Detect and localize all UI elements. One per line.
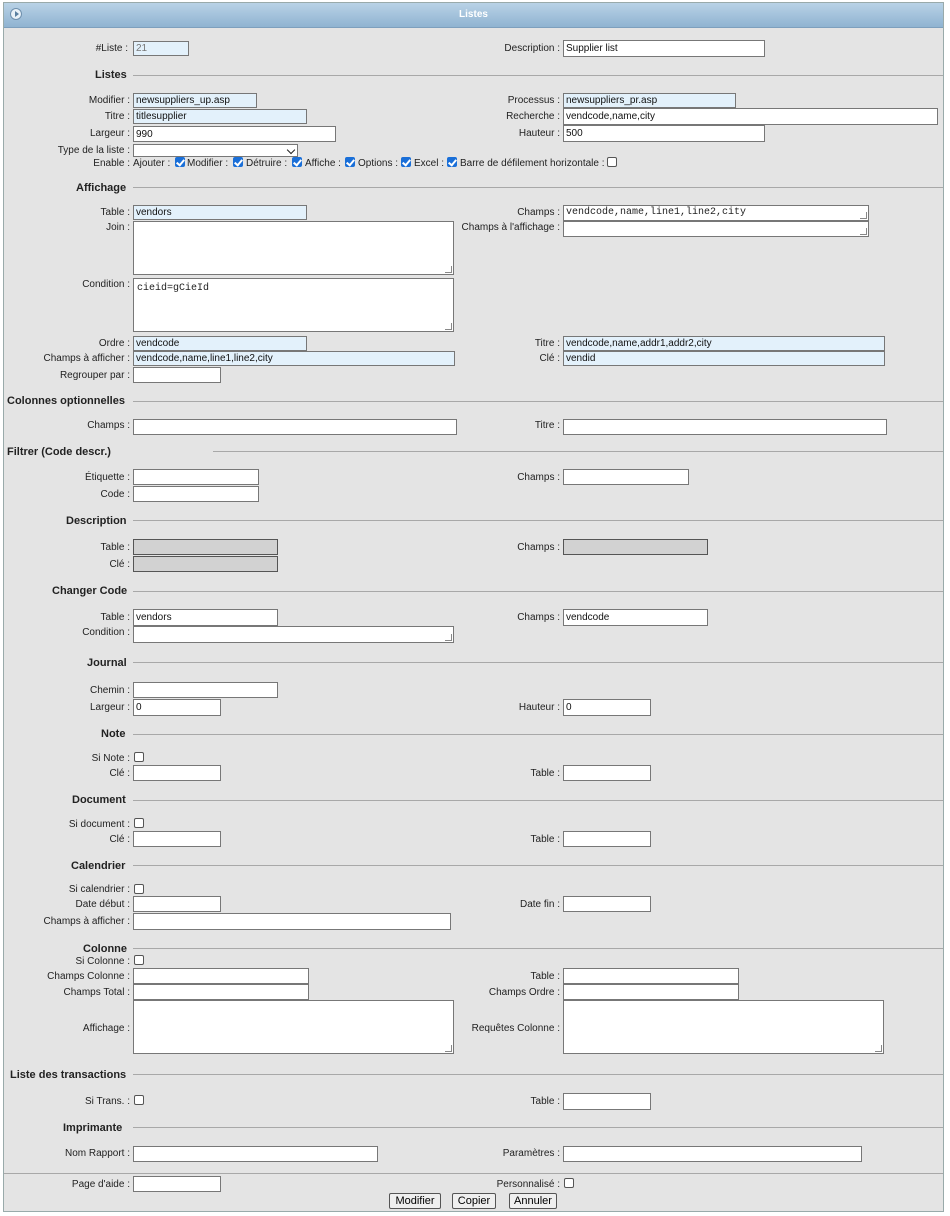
note-table-label: Table :	[530, 768, 560, 779]
hauteur-input[interactable]	[563, 125, 765, 142]
colonne-affichage-textarea[interactable]	[133, 1000, 454, 1054]
enable-excel-checkbox[interactable]	[447, 157, 457, 167]
colonne-table-label: Table :	[530, 971, 560, 982]
filtrer-champs-input[interactable]	[563, 469, 689, 485]
colonne-table-input[interactable]	[563, 968, 739, 984]
modifier-button[interactable]: Modifier	[389, 1193, 441, 1209]
personnalise-checkbox[interactable]	[564, 1178, 574, 1188]
champs-colonne-label: Champs Colonne :	[47, 971, 130, 982]
enable-label: Enable :	[93, 158, 130, 169]
section-imprimante: Imprimante	[63, 1122, 123, 1134]
code-label: Code :	[100, 489, 130, 500]
enable-modifier-checkbox[interactable]	[233, 157, 243, 167]
enable-modifier-label: Modifier :	[187, 158, 229, 169]
journal-largeur-input[interactable]	[133, 699, 221, 716]
champs-ordre-input[interactable]	[563, 984, 739, 1000]
section-description: Description	[66, 515, 127, 527]
date-fin-input[interactable]	[563, 896, 651, 912]
modifier-label: Modifier :	[88, 95, 130, 106]
champs-ordre-label: Champs Ordre :	[488, 987, 560, 998]
desc-champs-input[interactable]	[563, 539, 708, 555]
document-table-label: Table :	[530, 834, 560, 845]
divider	[133, 948, 943, 949]
divider	[133, 662, 943, 663]
section-journal: Journal	[87, 657, 127, 669]
cal-champs-label: Champs à afficher :	[43, 916, 130, 927]
processus-label: Processus :	[507, 95, 560, 106]
divider	[4, 1173, 943, 1174]
colonne-affichage-label: Affichage :	[82, 1023, 130, 1034]
chemin-input[interactable]	[133, 682, 278, 698]
join-textarea[interactable]	[133, 221, 454, 275]
enable-excel-label: Excel :	[414, 158, 445, 169]
regrouper-label: Regrouper par :	[59, 370, 130, 381]
recherche-input[interactable]	[563, 108, 938, 125]
chevron-down-icon	[287, 146, 295, 154]
note-cle-input[interactable]	[133, 765, 221, 781]
processus-input[interactable]	[563, 93, 736, 108]
divider	[133, 187, 943, 188]
requetes-colonne-label: Requêtes Colonne :	[471, 1023, 560, 1034]
titre-label: Titre :	[104, 111, 130, 122]
enable-options-label: Options :	[358, 158, 399, 169]
id-label: #Liste :	[95, 43, 128, 54]
aff-cle-label: Clé :	[539, 353, 560, 364]
aff-table-label: Table :	[100, 207, 130, 218]
divider	[133, 800, 943, 801]
enable-scrollbar-checkbox[interactable]	[607, 157, 617, 167]
type-liste-select[interactable]	[133, 144, 298, 157]
colopt-champs-input[interactable]	[133, 419, 457, 435]
ordre-input[interactable]	[133, 336, 307, 351]
colopt-champs-label: Champs :	[87, 420, 130, 431]
cal-champs-input[interactable]	[133, 913, 451, 930]
parametres-label: Paramètres :	[502, 1148, 560, 1159]
hauteur-label: Hauteur :	[518, 128, 560, 139]
regrouper-input[interactable]	[133, 367, 221, 383]
section-calendrier: Calendrier	[71, 860, 126, 872]
etiquette-label: Étiquette :	[84, 472, 130, 483]
aff-table-input[interactable]	[133, 205, 307, 220]
chemin-label: Chemin :	[89, 685, 130, 696]
aff-cle-input[interactable]	[563, 351, 885, 366]
section-listes: Listes	[95, 69, 127, 81]
journal-hauteur-label: Hauteur :	[518, 702, 560, 713]
divider	[133, 401, 943, 402]
si-note-checkbox[interactable]	[134, 752, 144, 762]
section-colonne: Colonne	[83, 943, 127, 955]
cc-champs-label: Champs :	[517, 612, 560, 623]
page-aide-input[interactable]	[133, 1176, 221, 1192]
personnalise-label: Personnalisé :	[496, 1179, 560, 1190]
divider	[213, 451, 943, 452]
si-document-label: Si document :	[68, 819, 130, 830]
description-label: Description :	[504, 43, 560, 54]
journal-hauteur-input[interactable]	[563, 699, 651, 716]
champs-colonne-input[interactable]	[133, 968, 309, 984]
cc-condition-label: Condition :	[82, 627, 130, 638]
si-colonne-checkbox[interactable]	[134, 955, 144, 965]
window-title: Listes	[459, 9, 488, 20]
si-note-label: Si Note :	[91, 753, 130, 764]
aff-titre-input[interactable]	[563, 336, 885, 351]
desc-table-label: Table :	[100, 542, 130, 553]
date-fin-label: Date fin :	[519, 899, 560, 910]
title-bar	[4, 3, 943, 28]
section-changer-code: Changer Code	[52, 585, 128, 597]
champs-total-input[interactable]	[133, 984, 309, 1000]
colopt-titre-input[interactable]	[563, 419, 887, 435]
divider	[133, 1074, 943, 1075]
date-debut-input[interactable]	[133, 896, 221, 912]
champs-affichage-label: Champs à l'affichage :	[461, 222, 560, 233]
champs-affichage-textarea[interactable]	[563, 221, 869, 237]
recherche-label: Recherche :	[506, 111, 560, 122]
note-table-input[interactable]	[563, 765, 651, 781]
enable-detruire-label: Détruire :	[246, 158, 288, 169]
section-note: Note	[101, 728, 126, 740]
champs-afficher-input[interactable]	[133, 351, 455, 366]
si-trans-checkbox[interactable]	[134, 1095, 144, 1105]
enable-ajouter-checkbox[interactable]	[175, 157, 185, 167]
champs-afficher-label: Champs à afficher :	[43, 353, 130, 364]
condition-label: Condition :	[82, 279, 130, 290]
parametres-input[interactable]	[563, 1146, 862, 1162]
trans-table-label: Table :	[530, 1096, 560, 1107]
join-label: Join :	[106, 222, 130, 233]
trans-table-input[interactable]	[563, 1093, 651, 1110]
enable-detruire-checkbox[interactable]	[292, 157, 302, 167]
document-cle-label: Clé :	[109, 834, 130, 845]
desc-champs-label: Champs :	[517, 542, 560, 553]
si-colonne-label: Si Colonne :	[75, 956, 130, 967]
largeur-label: Largeur :	[89, 128, 130, 139]
section-affichage: Affichage	[76, 182, 127, 194]
aff-champs-label: Champs :	[517, 207, 560, 218]
aff-champs-textarea[interactable]: vendcode,name,line1,line2,city	[563, 205, 869, 221]
copier-button[interactable]: Copier	[452, 1193, 496, 1209]
divider	[133, 75, 943, 76]
section-document: Document	[72, 794, 126, 806]
largeur-input[interactable]	[133, 126, 336, 142]
cc-condition-textarea[interactable]	[133, 626, 454, 643]
enable-affiche-checkbox[interactable]	[345, 157, 355, 167]
cc-table-label: Table :	[100, 612, 130, 623]
si-trans-label: Si Trans. :	[84, 1096, 130, 1107]
annuler-button[interactable]: Annuler	[509, 1193, 557, 1209]
ordre-label: Ordre :	[98, 338, 130, 349]
journal-largeur-label: Largeur :	[89, 702, 130, 713]
code-input[interactable]	[133, 486, 259, 502]
desc-table-input[interactable]	[133, 539, 278, 555]
enable-options-checkbox[interactable]	[401, 157, 411, 167]
si-document-checkbox[interactable]	[134, 818, 144, 828]
enable-affiche-label: Affiche :	[305, 158, 341, 169]
etiquette-input[interactable]	[133, 469, 259, 485]
colopt-titre-label: Titre :	[534, 420, 560, 431]
si-calendrier-label: Si calendrier :	[68, 884, 130, 895]
enable-scrollbar-label: Barre de défilement horizontale :	[460, 158, 605, 169]
aff-titre-label: Titre :	[534, 338, 560, 349]
nom-rapport-input[interactable]	[133, 1146, 378, 1162]
condition-textarea[interactable]: cieid=gCieId	[133, 278, 454, 332]
divider	[133, 520, 943, 521]
titre-input[interactable]	[133, 109, 307, 124]
si-calendrier-checkbox[interactable]	[134, 884, 144, 894]
section-colonnes-optionnelles: Colonnes optionnelles	[7, 395, 125, 407]
desc-cle-label: Clé :	[109, 559, 130, 570]
type-liste-label: Type de la liste :	[57, 145, 130, 156]
document-cle-input[interactable]	[133, 831, 221, 847]
nom-rapport-label: Nom Rapport :	[64, 1148, 130, 1159]
desc-cle-input[interactable]	[133, 556, 278, 572]
document-table-input[interactable]	[563, 831, 651, 847]
date-debut-label: Date début :	[75, 899, 130, 910]
cc-champs-input[interactable]	[563, 609, 708, 626]
champs-total-label: Champs Total :	[63, 987, 130, 998]
modifier-input[interactable]	[133, 93, 257, 108]
divider	[133, 591, 943, 592]
enable-ajouter-label: Ajouter :	[133, 158, 171, 169]
description-input[interactable]	[563, 40, 765, 57]
id-input[interactable]	[133, 41, 189, 56]
divider	[133, 865, 943, 866]
requetes-colonne-textarea[interactable]	[563, 1000, 884, 1054]
section-transactions: Liste des transactions	[10, 1069, 127, 1081]
cc-table-input[interactable]	[133, 609, 278, 626]
note-cle-label: Clé :	[109, 768, 130, 779]
page-aide-label: Page d'aide :	[71, 1179, 130, 1190]
divider	[133, 1127, 943, 1128]
section-filtrer: Filtrer (Code descr.)	[7, 446, 111, 458]
filtrer-champs-label: Champs :	[517, 472, 560, 483]
divider	[133, 734, 943, 735]
